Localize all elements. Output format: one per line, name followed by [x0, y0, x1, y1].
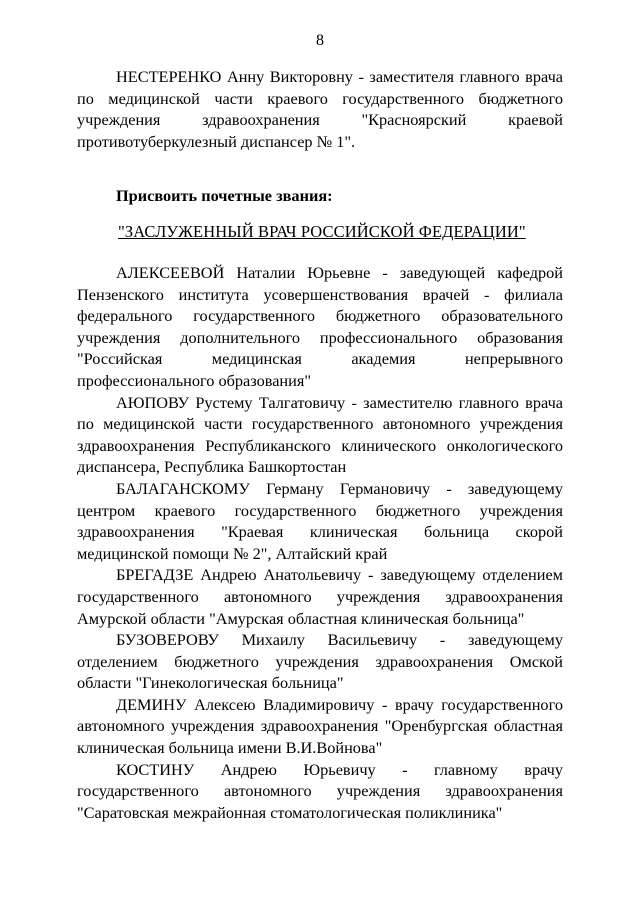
awardee-entry [77, 478, 563, 564]
entry-line: БАЛАГАНСКОМУ Герману Германовичу - заведующему [116, 478, 563, 498]
entry-line: "Российская медицинская академия непрерывного [77, 349, 563, 369]
entry-line: государственного автономного учреждения здравоохранения [77, 781, 563, 801]
entry-line: БУЗОВЕРОВУ Михаилу Васильевичу - заведующему [116, 630, 563, 650]
entry-line: федерального государственного бюджетного образовательного [77, 306, 563, 326]
entry-line: профессионального образования" [77, 370, 311, 390]
entry-line: диспансера, Республика Башкортостан [77, 457, 347, 477]
awardee-entry [77, 629, 563, 694]
entry-line: центром краевого государственного бюджетного учреждения [77, 500, 563, 520]
rank-title: "ЗАСЛУЖЕННЫЙ ВРАЧ РОССИЙСКОЙ ФЕДЕРАЦИИ" [118, 222, 526, 241]
entry-line: медицинской помощи № 2", Алтайский край [77, 543, 388, 563]
intro-line: НЕСТЕРЕНКО Анну Викторовну - заместителя главного врача [116, 67, 563, 86]
entry-line: БРЕГАДЗЕ Андрею Анатольевичу - заведующему отделением [116, 565, 563, 585]
awardees-list [77, 262, 563, 823]
entry-line: "Саратовская межрайонная стоматологическая поликлиника" [77, 802, 503, 822]
intro-paragraph [77, 66, 563, 152]
entry-line: по медицинской части государственного автономного учреждения [77, 414, 563, 434]
intro-line: учреждения здравоохранения "Красноярский краевой [77, 110, 563, 130]
entry-line: отделением бюджетного учреждения здравоохранения Омской [77, 651, 563, 671]
awardee-entry [77, 262, 563, 392]
entry-line: Пензенского института усовершенствования врачей - филиала [77, 284, 563, 304]
entry-line: клиническая больница имени В.И.Войнова" [77, 738, 383, 758]
entry-line: государственного автономного учреждения здравоохранения [77, 586, 563, 606]
section-title: Присвоить почетные звания: [116, 186, 333, 205]
entry-line: автономного учреждения здравоохранения "Оренбургская областная [77, 716, 563, 736]
awardee-entry [77, 694, 563, 759]
entry-line: КОСТИНУ Андрею Юрьевичу - главному врачу [116, 759, 563, 779]
awardee-entry [77, 759, 563, 824]
awardee-entry [77, 564, 563, 629]
entry-line: АЛЕКСЕЕВОЙ Наталии Юрьевне - заведующей кафедрой [116, 263, 563, 282]
page-number: 8 [316, 32, 324, 49]
entry-line: учреждения дополнительного профессионального образования [77, 327, 563, 347]
intro-line: по медицинской части краевого государственного бюджетного [77, 88, 563, 108]
entry-line: здравоохранения "Краевая клиническая больница скорой [77, 522, 563, 542]
entry-line: Амурской области "Амурская областная клиническая больница" [77, 608, 525, 628]
intro-line: противотуберкулезный диспансер № 1". [77, 131, 356, 151]
entry-line: ДЕМИНУ Алексею Владимировичу - врачу государственного [116, 694, 563, 714]
entry-line: здравоохранения Республиканского клинического онкологического [77, 435, 563, 455]
awardee-entry [77, 392, 563, 478]
entry-line: области "Гинекологическая больница" [77, 673, 344, 693]
entry-line: АЮПОВУ Рустему Талгатовичу - заместителю главного врача [116, 392, 563, 412]
